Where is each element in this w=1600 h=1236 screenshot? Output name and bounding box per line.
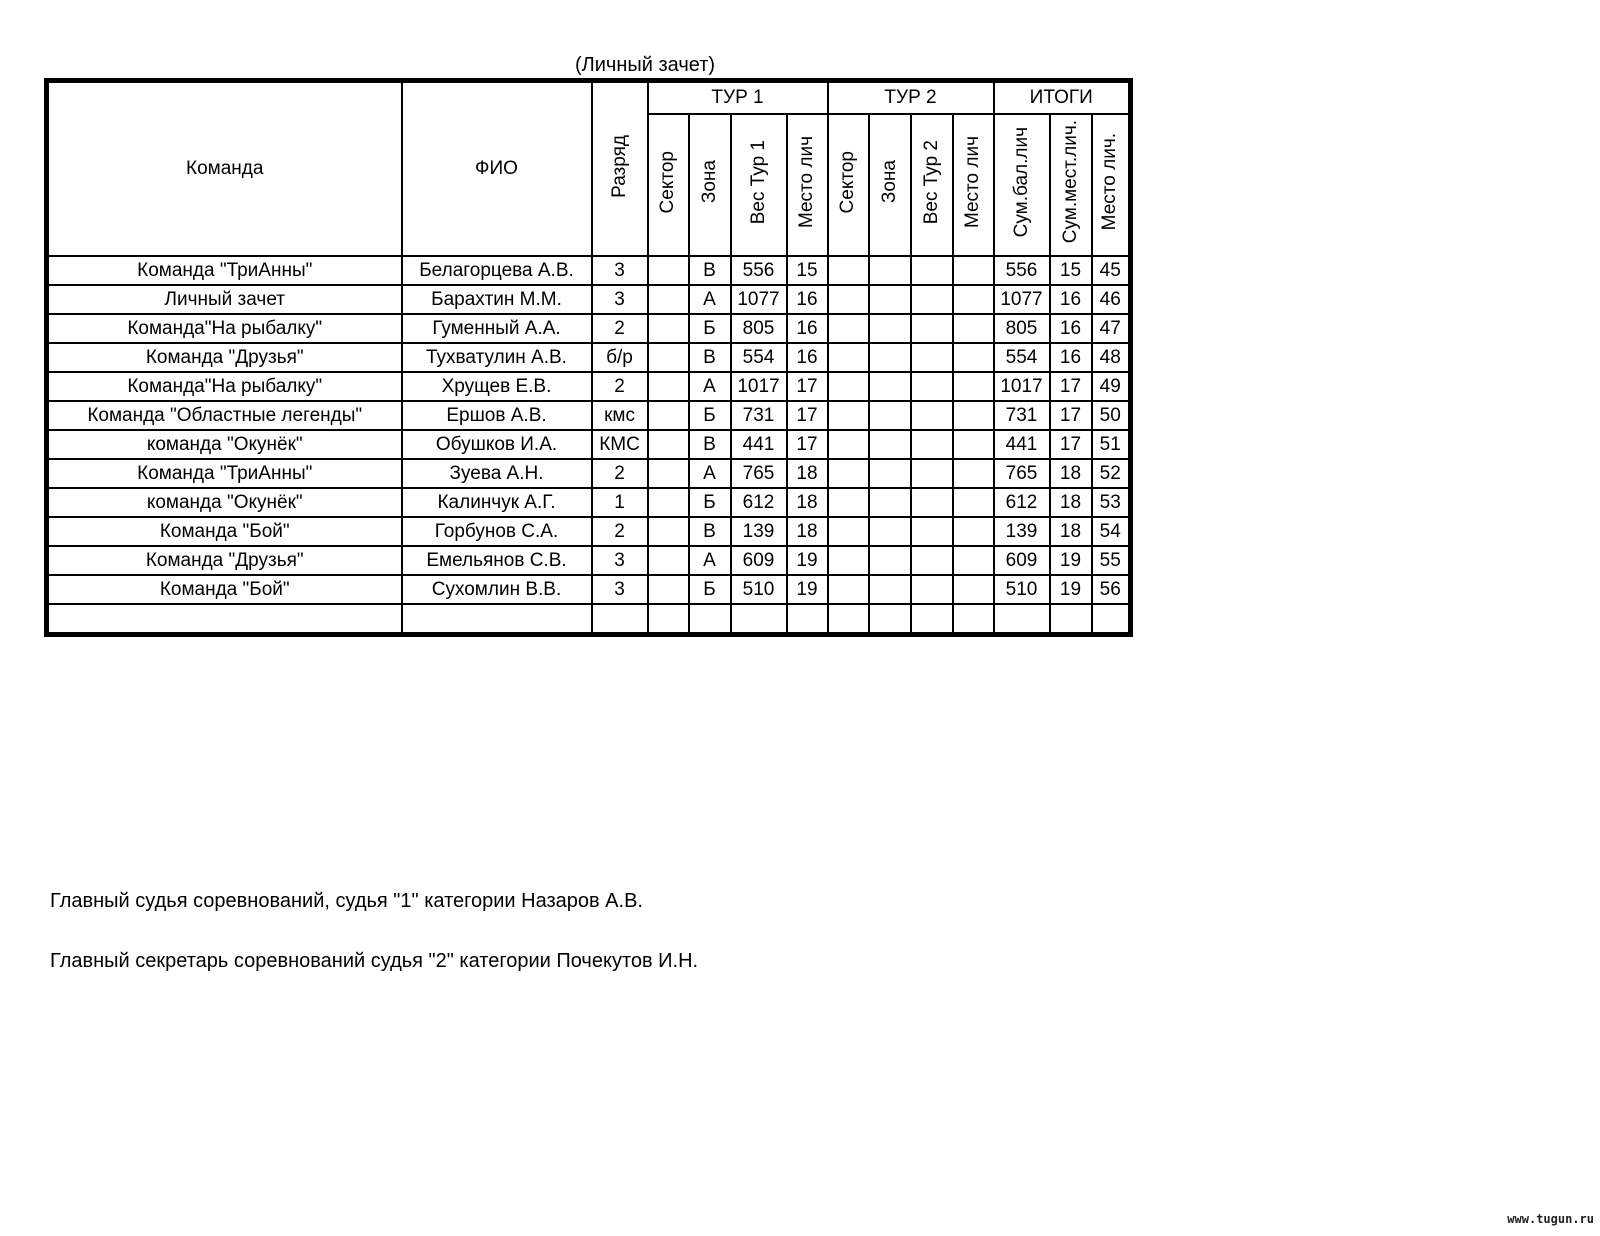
table-row	[47, 488, 1131, 517]
cell-w1: 556	[731, 256, 787, 285]
cell-z2	[869, 517, 911, 546]
cell-s2	[828, 430, 869, 459]
cell-p1: 18	[787, 459, 828, 488]
cell-rank: 3	[592, 546, 648, 575]
cell-w2	[911, 372, 953, 401]
cell-z1: Б	[689, 401, 731, 430]
cell-rank: 3	[592, 285, 648, 314]
cell-s1	[648, 314, 689, 343]
cell-p1	[787, 604, 828, 635]
cell-place: 56	[1092, 575, 1131, 604]
cell-w2	[911, 517, 953, 546]
header-zone-1: Зона	[689, 114, 731, 256]
table-row	[47, 256, 1131, 285]
cell-team: Команда"На рыбалку"	[47, 314, 402, 343]
cell-team: Команда "ТриАнны"	[47, 459, 402, 488]
cell-z2	[869, 285, 911, 314]
cell-team: Команда "Бой"	[47, 575, 402, 604]
cell-place: 48	[1092, 343, 1131, 372]
cell-p2	[953, 401, 994, 430]
cell-team: Команда "Друзья"	[47, 546, 402, 575]
cell-w2	[911, 343, 953, 372]
cell-s1	[648, 575, 689, 604]
cell-z2	[869, 343, 911, 372]
cell-p2	[953, 604, 994, 635]
cell-rank: кмс	[592, 401, 648, 430]
cell-team	[47, 604, 402, 635]
cell-p2	[953, 285, 994, 314]
cell-z1: Б	[689, 575, 731, 604]
cell-p2	[953, 546, 994, 575]
cell-w2	[911, 604, 953, 635]
cell-p1: 16	[787, 285, 828, 314]
header-team: Команда	[47, 81, 402, 257]
cell-rank: 2	[592, 372, 648, 401]
cell-s2	[828, 546, 869, 575]
cell-fio: Зуева А.Н.	[402, 459, 592, 488]
cell-sp: 19	[1050, 546, 1092, 575]
cell-sum: 765	[994, 459, 1050, 488]
cell-s1	[648, 488, 689, 517]
watermark: www.tugun.ru	[1507, 1212, 1594, 1226]
cell-z2	[869, 488, 911, 517]
cell-w2	[911, 314, 953, 343]
cell-w1: 139	[731, 517, 787, 546]
cell-w2	[911, 459, 953, 488]
cell-place: 49	[1092, 372, 1131, 401]
cell-place: 51	[1092, 430, 1131, 459]
cell-fio	[402, 604, 592, 635]
cell-sp: 18	[1050, 517, 1092, 546]
cell-sum	[994, 604, 1050, 635]
cell-s1	[648, 401, 689, 430]
cell-p1: 18	[787, 488, 828, 517]
cell-rank	[592, 604, 648, 635]
cell-place: 46	[1092, 285, 1131, 314]
table-row	[47, 604, 1131, 635]
cell-place: 54	[1092, 517, 1131, 546]
cell-s2	[828, 575, 869, 604]
cell-p1: 15	[787, 256, 828, 285]
cell-s2	[828, 343, 869, 372]
cell-w1: 731	[731, 401, 787, 430]
cell-fio: Хрущев Е.В.	[402, 372, 592, 401]
cell-p2	[953, 488, 994, 517]
cell-sum: 805	[994, 314, 1050, 343]
cell-z2	[869, 546, 911, 575]
cell-sp: 16	[1050, 285, 1092, 314]
cell-sp: 18	[1050, 459, 1092, 488]
cell-fio: Барахтин М.М.	[402, 285, 592, 314]
cell-w1: 1077	[731, 285, 787, 314]
cell-place	[1092, 604, 1131, 635]
cell-s1	[648, 459, 689, 488]
header-totals: ИТОГИ	[994, 81, 1131, 115]
cell-sp	[1050, 604, 1092, 635]
cell-w2	[911, 256, 953, 285]
cell-rank: 3	[592, 575, 648, 604]
cell-rank: 1	[592, 488, 648, 517]
cell-z1: А	[689, 285, 731, 314]
cell-sum: 441	[994, 430, 1050, 459]
cell-rank: 2	[592, 517, 648, 546]
cell-s2	[828, 314, 869, 343]
cell-w1: 510	[731, 575, 787, 604]
cell-s1	[648, 285, 689, 314]
cell-z1: А	[689, 372, 731, 401]
table-row	[47, 546, 1131, 575]
table-row	[47, 517, 1131, 546]
cell-p2	[953, 256, 994, 285]
cell-s1	[648, 430, 689, 459]
cell-p1: 17	[787, 372, 828, 401]
cell-w2	[911, 546, 953, 575]
cell-s1	[648, 517, 689, 546]
cell-sp: 18	[1050, 488, 1092, 517]
cell-sp: 17	[1050, 401, 1092, 430]
cell-z2	[869, 401, 911, 430]
cell-fio: Обушков И.А.	[402, 430, 592, 459]
header-zone-2: Зона	[869, 114, 911, 256]
cell-z2	[869, 372, 911, 401]
cell-p2	[953, 459, 994, 488]
cell-w1	[731, 604, 787, 635]
cell-s1	[648, 604, 689, 635]
cell-z1: А	[689, 459, 731, 488]
cell-p1: 19	[787, 546, 828, 575]
cell-sum: 554	[994, 343, 1050, 372]
cell-s1	[648, 372, 689, 401]
cell-team: Личный зачет	[47, 285, 402, 314]
header-weight-2: Вес Тур 2	[911, 114, 953, 256]
cell-rank: КМС	[592, 430, 648, 459]
cell-sum: 731	[994, 401, 1050, 430]
cell-team: Команда"На рыбалку"	[47, 372, 402, 401]
cell-fio: Емельянов С.В.	[402, 546, 592, 575]
cell-z2	[869, 459, 911, 488]
cell-sum: 1077	[994, 285, 1050, 314]
cell-place: 55	[1092, 546, 1131, 575]
header-sector-1: Сектор	[648, 114, 689, 256]
cell-w1: 554	[731, 343, 787, 372]
cell-rank: 2	[592, 314, 648, 343]
cell-place: 50	[1092, 401, 1131, 430]
cell-sp: 17	[1050, 372, 1092, 401]
header-sum-points: Сум.бал.лич	[994, 114, 1050, 256]
cell-z1: В	[689, 343, 731, 372]
cell-z2	[869, 314, 911, 343]
chief-judge-line: Главный судья соревнований, судья "1" категории Назаров А.В.	[50, 890, 643, 912]
cell-p2	[953, 314, 994, 343]
cell-z1: В	[689, 256, 731, 285]
table-row	[47, 285, 1131, 314]
cell-p1: 16	[787, 314, 828, 343]
cell-w1: 765	[731, 459, 787, 488]
cell-s2	[828, 285, 869, 314]
cell-team: команда "Окунёк"	[47, 488, 402, 517]
cell-s1	[648, 256, 689, 285]
cell-fio: Белагорцева А.В.	[402, 256, 592, 285]
cell-fio: Ершов А.В.	[402, 401, 592, 430]
cell-p1: 19	[787, 575, 828, 604]
cell-team: Команда "Друзья"	[47, 343, 402, 372]
cell-fio: Тухватулин А.В.	[402, 343, 592, 372]
cell-p2	[953, 372, 994, 401]
table-row	[47, 343, 1131, 372]
cell-p1: 18	[787, 517, 828, 546]
cell-rank: б/р	[592, 343, 648, 372]
header-fio: ФИО	[402, 81, 592, 257]
header-rank: Разряд	[592, 81, 648, 257]
cell-s2	[828, 488, 869, 517]
cell-z2	[869, 430, 911, 459]
cell-rank: 2	[592, 459, 648, 488]
cell-w1: 805	[731, 314, 787, 343]
cell-w1: 441	[731, 430, 787, 459]
cell-sp: 16	[1050, 314, 1092, 343]
cell-w2	[911, 285, 953, 314]
cell-w1: 612	[731, 488, 787, 517]
chief-secretary-line: Главный секретарь соревнований судья "2" категории Почекутов И.Н.	[50, 950, 699, 972]
cell-s2	[828, 401, 869, 430]
cell-p1: 17	[787, 430, 828, 459]
table-row	[47, 314, 1131, 343]
header-tour2: ТУР 2	[828, 81, 994, 115]
cell-sum: 612	[994, 488, 1050, 517]
cell-sum: 510	[994, 575, 1050, 604]
cell-sum: 609	[994, 546, 1050, 575]
results-body	[47, 256, 1131, 635]
cell-w2	[911, 401, 953, 430]
cell-sp: 17	[1050, 430, 1092, 459]
table-row	[47, 401, 1131, 430]
cell-z1	[689, 604, 731, 635]
header-place-1: Место лич	[787, 114, 828, 256]
header-tour1: ТУР 1	[648, 81, 828, 115]
cell-sp: 16	[1050, 343, 1092, 372]
cell-team: Команда "Областные легенды"	[47, 401, 402, 430]
cell-p2	[953, 343, 994, 372]
table-row	[47, 372, 1131, 401]
cell-fio: Горбунов С.А.	[402, 517, 592, 546]
cell-s1	[648, 546, 689, 575]
cell-z1: А	[689, 546, 731, 575]
header-sector-2: Сектор	[828, 114, 869, 256]
table-row	[47, 430, 1131, 459]
table-row	[47, 459, 1131, 488]
cell-s2	[828, 372, 869, 401]
subtitle: (Личный зачет)	[574, 54, 716, 76]
cell-p1: 16	[787, 343, 828, 372]
cell-fio: Сухомлин В.В.	[402, 575, 592, 604]
cell-sp: 19	[1050, 575, 1092, 604]
cell-z1: Б	[689, 314, 731, 343]
cell-s2	[828, 517, 869, 546]
cell-team: команда "Окунёк"	[47, 430, 402, 459]
header-final-place: Место лич.	[1092, 114, 1131, 256]
cell-z2	[869, 604, 911, 635]
cell-team: Команда "ТриАнны"	[47, 256, 402, 285]
cell-w2	[911, 575, 953, 604]
cell-fio: Калинчук А.Г.	[402, 488, 592, 517]
cell-w1: 609	[731, 546, 787, 575]
cell-sum: 139	[994, 517, 1050, 546]
cell-z2	[869, 575, 911, 604]
cell-z1: В	[689, 430, 731, 459]
cell-team: Команда "Бой"	[47, 517, 402, 546]
cell-sum: 556	[994, 256, 1050, 285]
cell-s1	[648, 343, 689, 372]
cell-p2	[953, 575, 994, 604]
cell-sp: 15	[1050, 256, 1092, 285]
results-table	[44, 78, 1133, 637]
cell-p2	[953, 517, 994, 546]
cell-rank: 3	[592, 256, 648, 285]
cell-w1: 1017	[731, 372, 787, 401]
cell-z1: В	[689, 517, 731, 546]
cell-place: 45	[1092, 256, 1131, 285]
cell-p1: 17	[787, 401, 828, 430]
table-row	[47, 575, 1131, 604]
cell-s2	[828, 256, 869, 285]
cell-sum: 1017	[994, 372, 1050, 401]
cell-s2	[828, 459, 869, 488]
header-sum-places: Сум.мест.лич.	[1050, 114, 1092, 256]
cell-s2	[828, 604, 869, 635]
cell-w2	[911, 430, 953, 459]
header-place-2: Место лич	[953, 114, 994, 256]
header-weight-1: Вес Тур 1	[731, 114, 787, 256]
cell-place: 53	[1092, 488, 1131, 517]
cell-p2	[953, 430, 994, 459]
cell-place: 47	[1092, 314, 1131, 343]
cell-fio: Гуменный А.А.	[402, 314, 592, 343]
cell-z2	[869, 256, 911, 285]
cell-w2	[911, 488, 953, 517]
cell-place: 52	[1092, 459, 1131, 488]
cell-z1: Б	[689, 488, 731, 517]
